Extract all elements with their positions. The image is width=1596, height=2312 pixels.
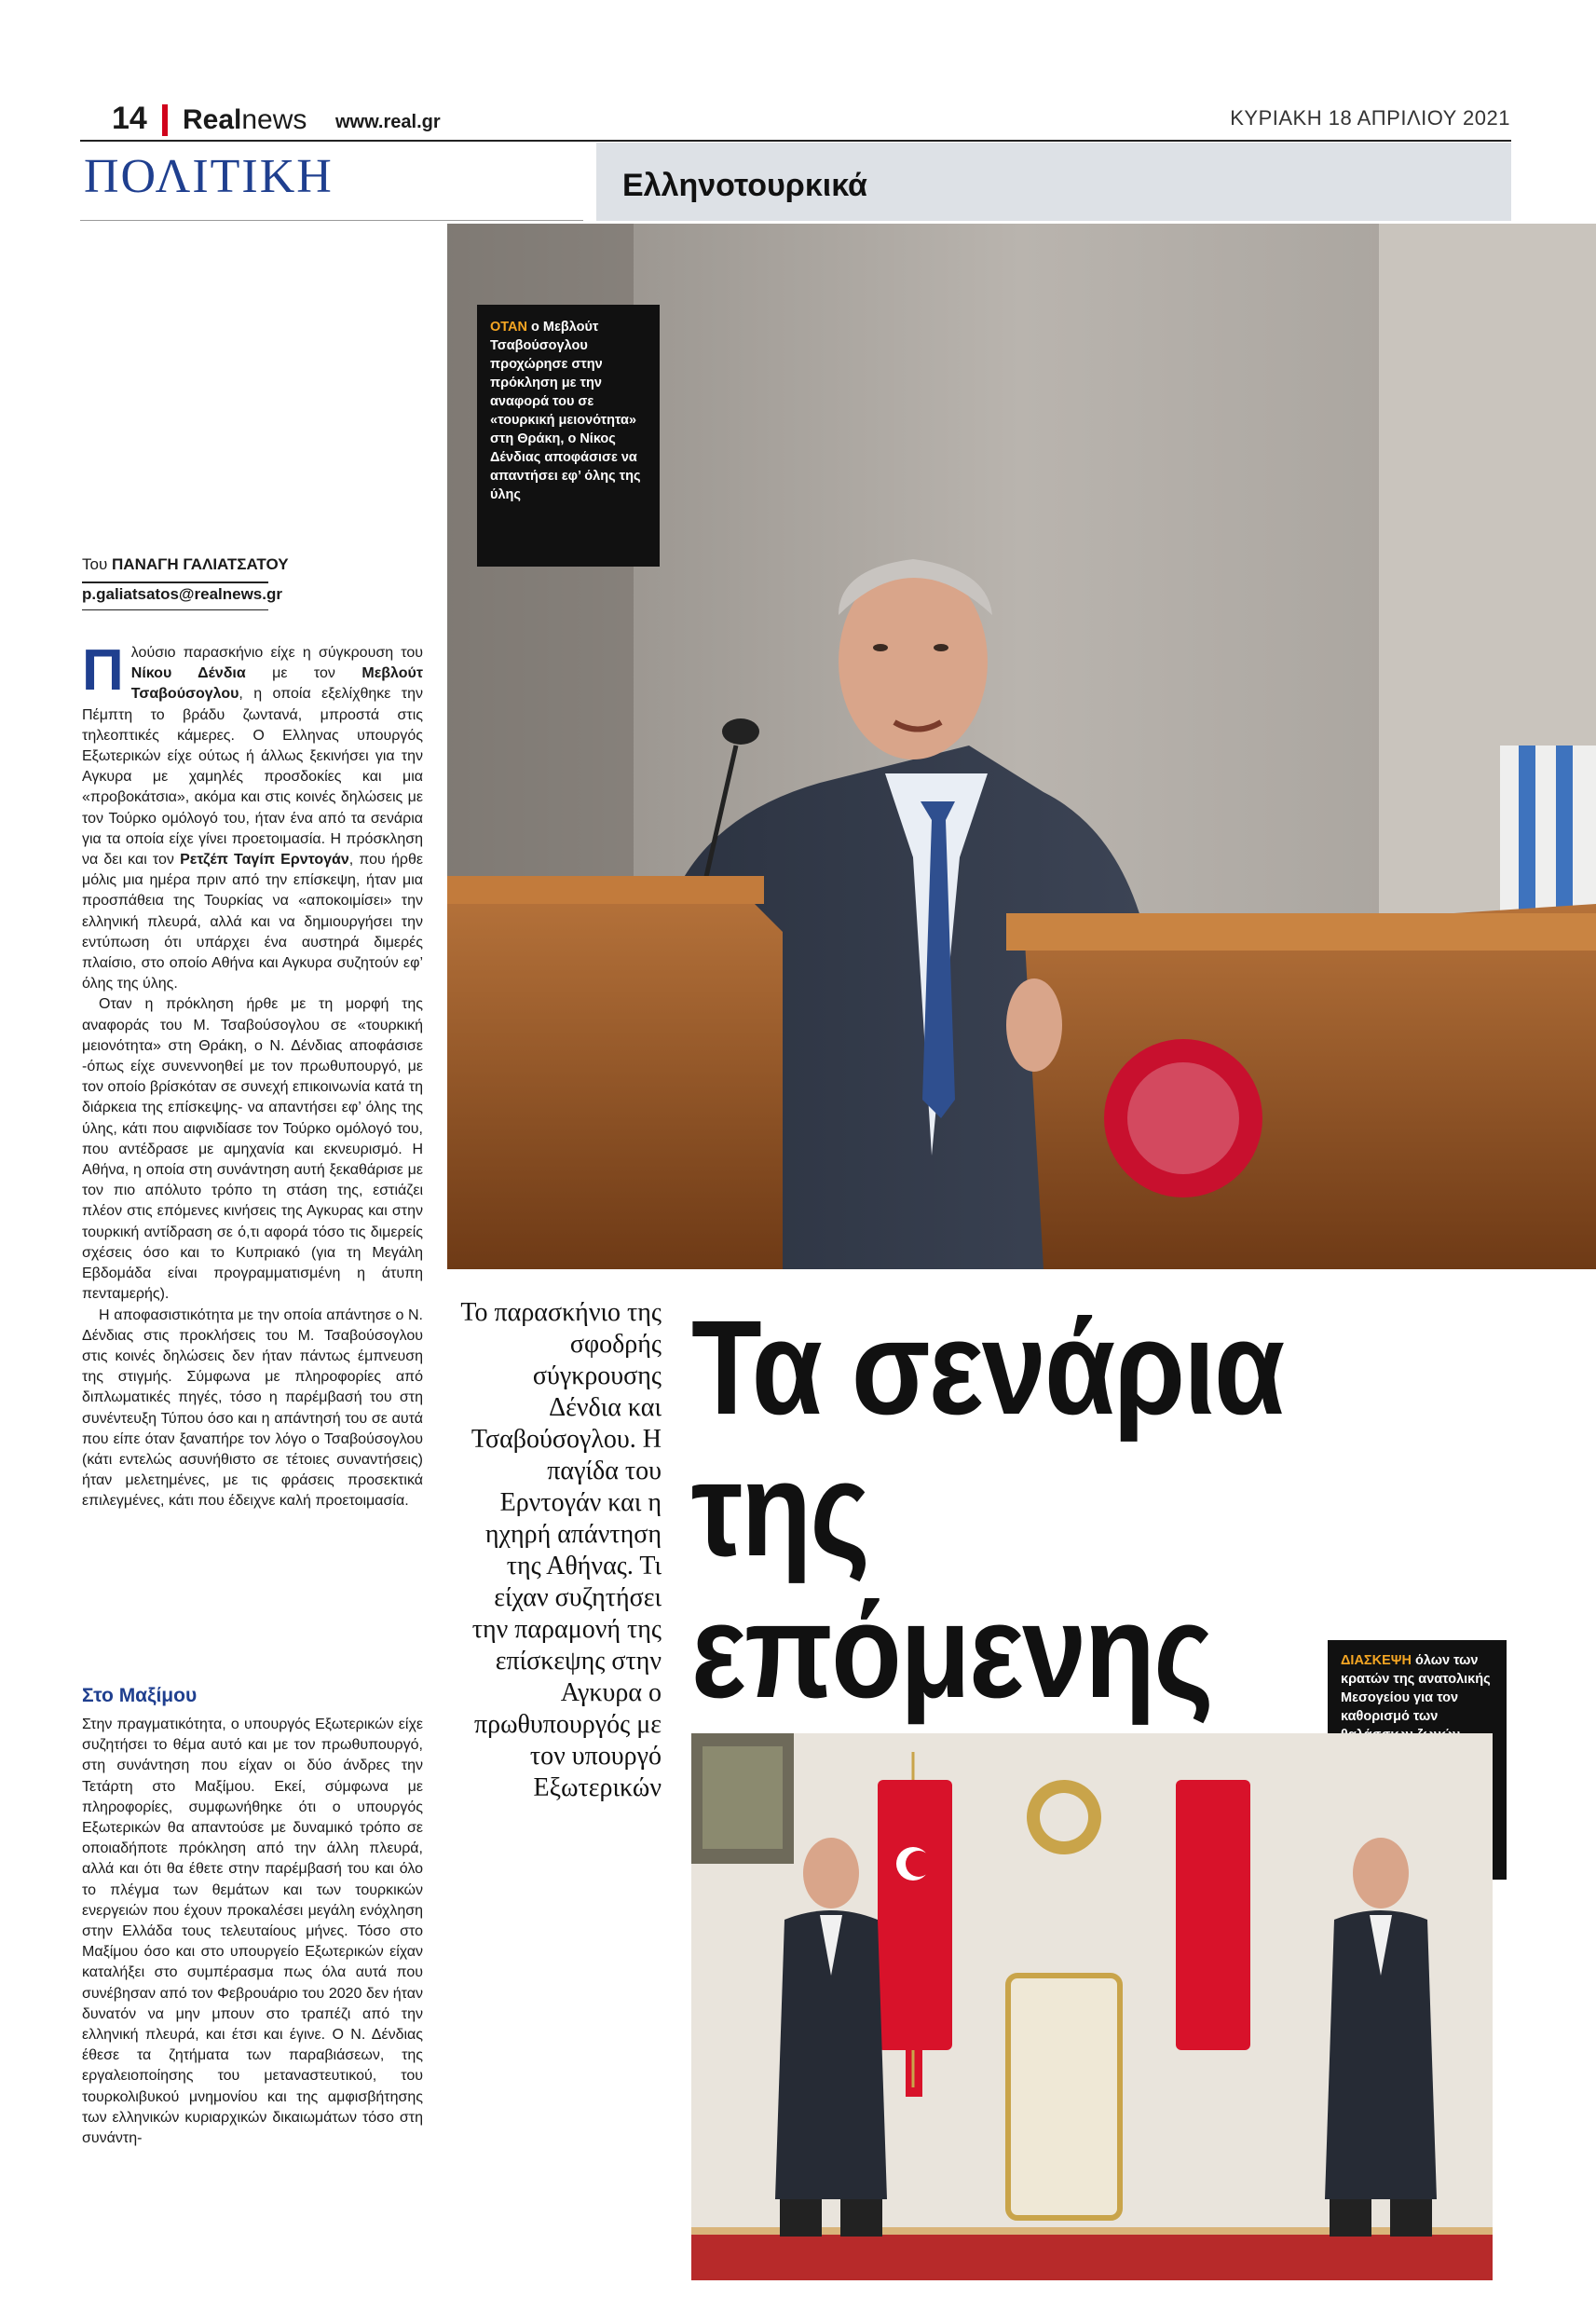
header-divider [162,104,168,136]
caption-keyword: ΟΤΑΝ [490,320,528,335]
text-bold: Νίκου Δένδια [130,665,246,682]
article-body-part1 [82,638,423,1512]
brand-real: Real [183,104,242,135]
subheading: Στο Μαξίμου [82,1685,198,1706]
section-title: ΠΟΛΙΤΙΚΗ [84,150,334,203]
issue-date: ΚΥΡΙΑΚΗ 18 ΑΠΡΙΛΙΟΥ 2021 [1230,106,1510,130]
caption-text: ο Μεβλούτ Τσαβούσογλου προχώρησε στην πρόκληση με την αναφορά του σε «τουρκική μειονότητα» στη Θράκη, ο Νίκος Δένδιας αποφάσισε να απαντήσει εφ’ όλης της ύλης [490,320,641,502]
author-email[interactable]: p.galiatsatos@realnews.gr [82,585,282,603]
paragraph: Οταν η πρόκληση ήρθε με τη μορφή της αναφοράς του Μ. Τσαβούσογλου σε «τουρκική μειονότητα» στη Θράκη, ο Ν. Δένδιας αποφάσισε -όπως είχε συνεννοηθεί με τον πρωθυπουργό, με τον οποίο βρίσκόταν σε συνεχή επικοινωνία κατά τη διάρκεια της επίσκεψης- να απαντήσει εφ’ όλης της ύλης, κάτι που αιφνιδίασε τον Τούρκο ομόλογό του, που αντέδρασε με αμηχανία και εκνευρισμό. Η Αθήνα, η οποία στη συνάντηση αυτή ξεκαθάρισε με τον πιο απόλυτο τρόπο τη στάση της, εστιάζει πλέον στις επόμενες κινήσεις της Αγκυρας και στην τουρκική αντίδραση σε ό,τι αφορά τόσο τις διμερείς σχέσεις όσο και το Κυπριακό (για τη Μεγάλη Εβδομάδα είναι προγραμματισμένη η άτυπη πενταμερής). [82,996,423,1303]
header-rule [80,140,1511,142]
paragraph: Η αποφασιστικότητα με την οποία απάντησε ο Ν. Δένδιας στις προκλήσεις του Μ. Τσαβούσογλου στις κοινές δηλώσεις δεν ήταν πάντως έμπνευση της στιγμής. Σύμφωνα με πληροφορίες από διπλωματικές πηγές, τόσο η παρέμβασή του στη συνέντευξη Τύπου όσο και η απάντησή του σε αυτά που είπε όταν ξαναπήρε τον λόγο ο Τσαβούσογλου (κάτι εντελώς ασυνήθιστο σε τέτοιες συναντήσεις) ήταν μελετημένες, με τις φράσεις προσεκτικά επιλεγμένες, κάτι που έδειχνε καλή προετοιμασία. [82,1306,423,1510]
page-number: 14 [112,101,147,136]
byline [82,555,289,574]
byline-rule-bottom [82,609,268,610]
brand-news: news [241,104,307,135]
topic-label: Ελληνοτουρκικά [622,168,867,203]
brand-logo [183,104,307,136]
website-url: www.real.gr [335,112,441,132]
text-run: λούσιο παρασκήνιο είχε η σύγκρουση του [130,645,423,661]
caption-text: όλων των κρατών της ανατολικής Μεσογείου για τον καθορισμό των [1341,1653,1491,1724]
article-body-part2 [82,1715,423,2149]
byline-prefix: Του [82,555,108,573]
text-bold: Μεβλούτ Τσαβούσογλου [130,665,423,703]
photo-caption-main [477,305,660,567]
secondary-photo [691,1733,1493,2280]
text-run: με τον [245,665,362,682]
byline-author: ΠΑΝΑΓΗ ΓΑΛΙΑΤΣΑΤΟΥ [112,555,289,573]
text-bold: Ρετζέπ Ταγίπ Ερντογάν [180,852,349,869]
text-run: , που ήρθε μόλις μια ημέρα πριν από την επίσκεψη, ήταν μια προσπάθεια της Τουρκίας να «αποκοιμίσει» την ελληνική πλευρά, αλλά και να δημιουργήσει την εντύπωση ότι υπάρχει ένα αυστηρά διμερές πλαίσιο, στο οποίο Αθήνα και Αγκυρα συζητούν εφ’ όλης της ύλης. [82,852,423,992]
headline-line: της επόμενης [691,1434,1212,1726]
text-run: , η οποία εξελίχθηκε την Πέμπτη το βράδυ ζωντανά, μπροστά στις τηλεοπτικές κάμερες. Ο Ελληνας υπουργός Εξωτερικών είχε ούτως ή άλλως ξεκινήσει για την Αγκυρα με χαμηλές προσδοκίες και μια «προβοκάτσια», ακόμα και στις κοινές δηλώσεις με τον Τούρκο ομόλογό του, ήταν ένα από τα σενάρια για τα οποία είχε γίνει προετοιμασία. Η πρόσκληση να δει και τον [82,686,423,869]
drop-cap: Π [82,638,124,703]
caption-keyword: ΔΙΑΣΚΕΨΗ [1341,1653,1412,1668]
section-rule [80,220,583,221]
paragraph [82,638,423,994]
paragraph: Στην πραγματικότητα, ο υπουργός Εξωτερικών είχε συζητήσει το θέμα αυτό και με τον πρωθυπουργό, στη συνάντηση που είχαν οι δύο άνδρες την Τετάρτη στο Μαξίμου. Εκεί, σύμφωνα με πληροφορίες, συμφωνήθηκε ότι ο υπουργός Εξωτερικών θα απαντούσε με δυναμικό τρόπο σε οποιαδήποτε πρόκληση από την άλλη πλευρά, αλλά και ότι θα έθετε στην παρέμβασή του και όλο το πλέγμα των θεμάτων και των τουρκικών ενεργειών που έχουν προκαλέσει μεγάλη ενόχληση στην Ελλάδα τους τελευταίους μήνες. Τόσο στο Μαξίμου όσο και στο υπουργείο Εξωτερικών είχαν καταλήξει στο συμπέρασμα πως όλα αυτά που συνέβησαν από τον Φεβρουάριο του 2020 δεν ήταν δυνατόν να μην μπουν στο τραπέζι από την ελληνική πλευρά, και έτσι και έγινε. Ο Ν. Δένδιας έθεσε τα ζητήματα των παραβιάσεων, της εργαλειοποίησης του μεταναστευτικού, του τουρκολιβυκού μνημονίου και της αμφισβήτησης των ελληνικών κυριαρχικών δικαιωμάτων τόσο στη συνάντη- [82,1717,423,2147]
headline-line: Τα σενάρια [691,1293,1284,1443]
article-deck: Το παρασκήνιο της σφοδρής σύγκρουσης Δένδια και Τσαβούσογλου. Η παγίδα του Ερντογάν και η ηχηρή απάντηση της Αθήνας. Τι είχαν συζητήσει την παραμονή της επίσκεψης στην Αγκυρα ο πρωθυπουργός με τον υπουργό Εξωτερικών [460,1298,662,1802]
byline-rule [82,581,268,583]
